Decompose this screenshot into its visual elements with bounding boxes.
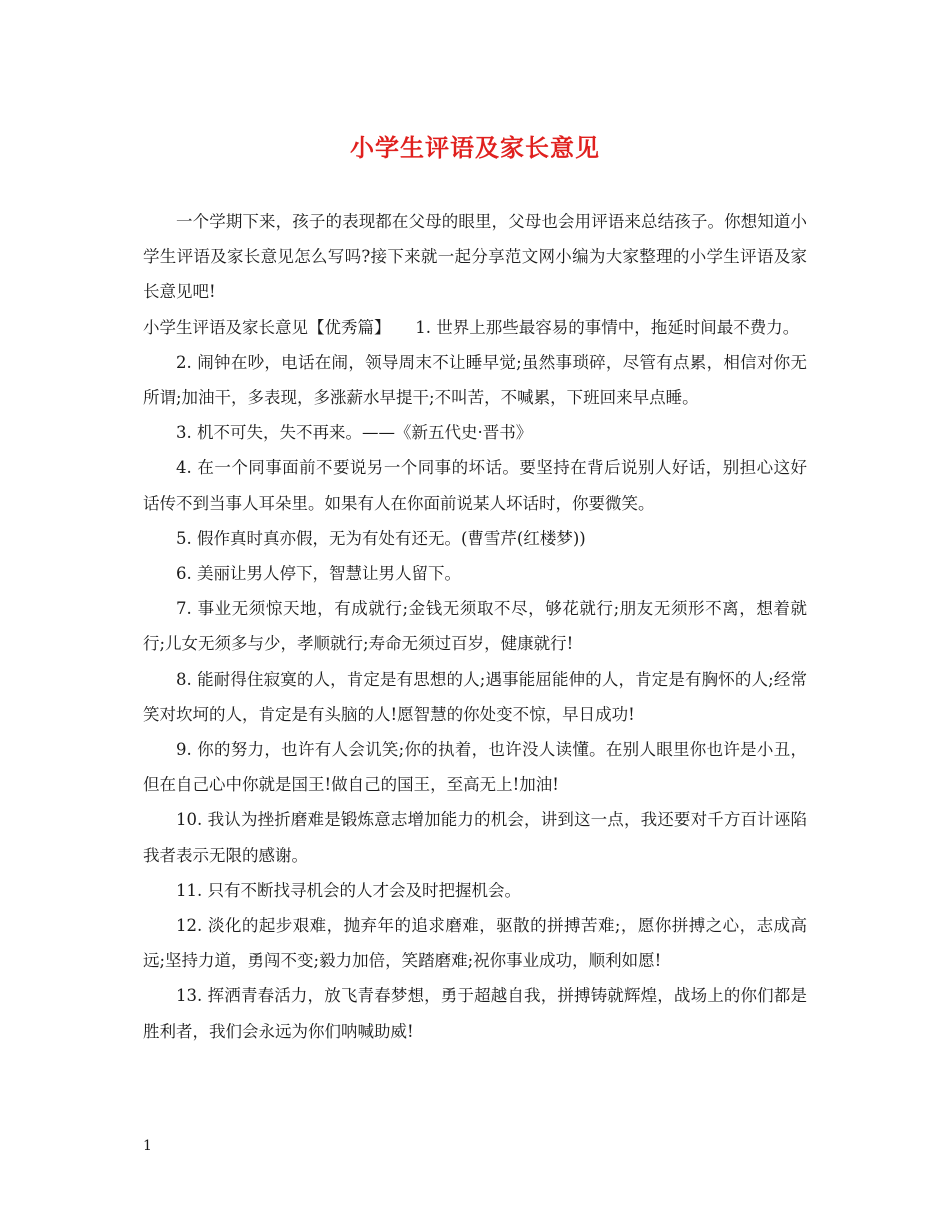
document-title: 小学生评语及家长意见 (350, 133, 600, 162)
page-number: 1 (143, 1138, 152, 1154)
section-heading-paragraph: 小学生评语及家长意见【优秀篇】 1. 世界上那些最容易的事情中，拖延时间最不费力。 (143, 317, 800, 337)
list-item: 11. 只有不断找寻机会的人才会及时把握机会。 (176, 880, 521, 900)
list-item: 9. 你的努力，也许有人会讥笑;你的执着，也许没人读懂。在别人眼里你也许是小丑，但在自己心中你就是国王!做自己的国王，至高无上!加油! (143, 740, 807, 795)
list-item: 6. 美丽让男人停下，智慧让男人留下。 (176, 564, 461, 584)
list-item: 3. 机不可失，失不再来。——《新五代史·晋书》 (176, 423, 533, 443)
list-item: 10. 我认为挫折磨难是锻炼意志增加能力的机会，讲到这一点，我还要对千方百计诬陷我者表示无限的感谢。 (143, 810, 807, 865)
intro-paragraph: 一个学期下来，孩子的表现都在父母的眼里，父母也会用评语来总结孩子。你想知道小学生评语及家长意见怎么写吗?接下来就一起分享范文网小编为大家整理的小学生评语及家长意见吧! (143, 212, 807, 302)
list-item: 5. 假作真时真亦假，无为有处有还无。(曹雪芹(红楼梦)) (176, 528, 586, 548)
document-body (143, 204, 807, 1049)
list-item: 2. 闹钟在吵，电话在闹，领导周末不让睡早觉;虽然事琐碎，尽管有点累，相信对你无所谓;加油干，多表现，多涨薪水早提干;不叫苦，不喊累，下班回来早点睡。 (143, 352, 807, 408)
list-item: 12. 淡化的起步艰难，抛弃年的追求磨难，驱散的拼搏苦难;，愿你拼搏之心，志成高远;坚持力道，勇闯不变;毅力加倍，笑踏磨难;祝你事业成功，顺利如愿! (143, 916, 807, 971)
list-item: 7. 事业无须惊天地，有成就行;金钱无须取不尽，够花就行;朋友无须形不离，想着就行;儿女无须多与少，孝顺就行;寿命无须过百岁，健康就行! (143, 599, 807, 654)
list-item: 13. 挥洒青春活力，放飞青春梦想，勇于超越自我，拼搏铸就辉煌，战场上的你们都是胜利者，我们会永远为你们呐喊助威! (143, 986, 807, 1041)
list-item: 4. 在一个同事面前不要说另一个同事的坏话。要坚持在背后说别人好话，别担心这好话传不到当事人耳朵里。如果有人在你面前说某人坏话时，你要微笑。 (143, 458, 807, 513)
list-item: 8. 能耐得住寂寞的人，肯定是有思想的人;遇事能屈能伸的人，肯定是有胸怀的人;经常笑对坎坷的人，肯定是有头脑的人!愿智慧的你处变不惊，早日成功! (143, 669, 807, 724)
